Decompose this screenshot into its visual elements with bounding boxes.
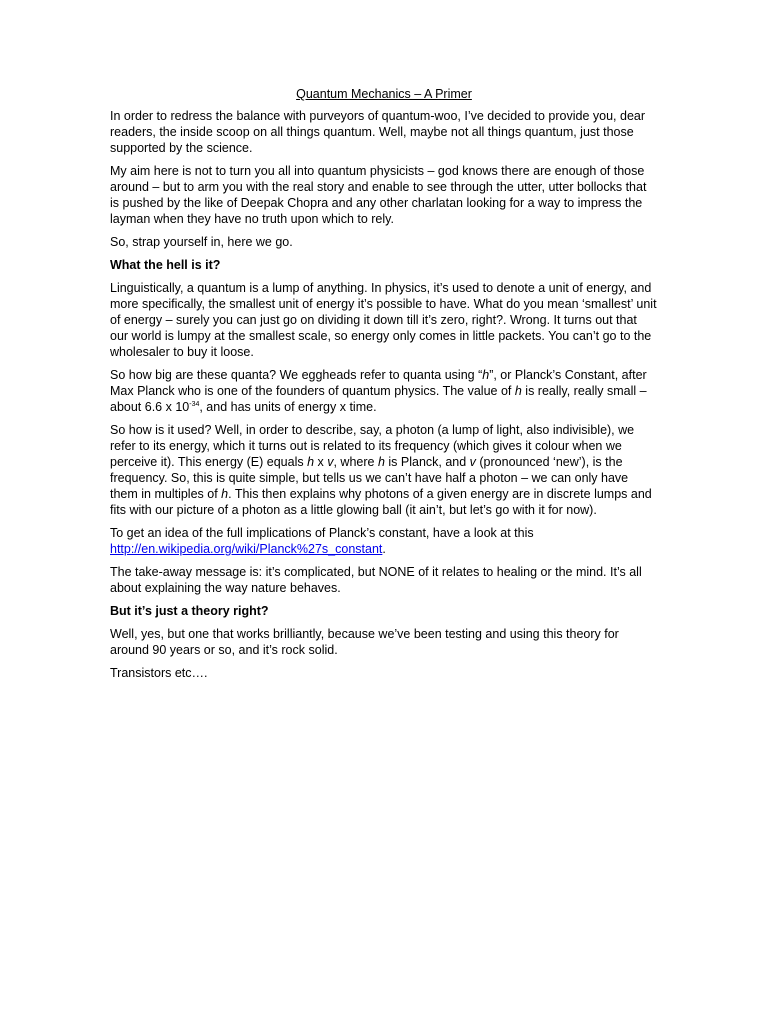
text-run: So how is it used? Well, in order to describe, say, a photon (a lump of light, also indivisible), we refer to its energy, which it turns out is related to its frequency (which gives it colour when we perceive it). This energy (E) equals xyxy=(110,423,635,469)
text-run: is Planck, and xyxy=(384,455,470,469)
symbol-h: h xyxy=(514,384,522,398)
symbol-v: v xyxy=(469,455,476,469)
paragraph-photon-energy xyxy=(110,422,658,518)
paragraph-linguistics: Linguistically, a quantum is a lump of anything. In physics, it’s used to denote a unit of energy, and more specifically, the smallest unit of energy it’s possible to have. What do you mean ‘smallest’ unit of energy – surely you can just go on dividing it down till it’s zero, right?. Wrong. It turns out that our world is lumpy at the smallest scale, so energy only comes in little packets. You can’t go to the wholesaler to buy it loose. xyxy=(110,281,657,359)
document-title: Quantum Mechanics – A Primer xyxy=(296,87,472,101)
symbol-h: h xyxy=(307,455,315,469)
text-run: is really, really small – about 6.6 x 10 xyxy=(110,384,647,414)
text-run: (pronounced ‘new’), is the frequency. So, this is quite simple, but tells us we can’t have half a photon – we can only have them in multiples of xyxy=(110,455,629,501)
text-run: , where xyxy=(333,455,378,469)
text-run: ”, or Planck’s Constant, after Max Planck who is one of the founders of quantum physics. The value of xyxy=(110,368,647,398)
paragraph-quanta-size xyxy=(110,367,658,415)
wikipedia-link[interactable]: http://en.wikipedia.org/wiki/Planck%27s_constant xyxy=(110,542,383,556)
text-run: , and has units of energy x time. xyxy=(199,400,377,414)
paragraph-strap-in: So, strap yourself in, here we go. xyxy=(110,235,293,249)
paragraph-intro: In order to redress the balance with purveyors of quantum-woo, I’ve decided to provide you, dear readers, the inside scoop on all things quantum. Well, maybe not all things quantum, just those supported by the science. xyxy=(110,109,646,155)
paragraph-take-away: The take-away message is: it’s complicated, but NONE of it relates to healing or the mind. It’s all about explaining the way nature behaves. xyxy=(110,565,642,595)
symbol-h: h xyxy=(221,487,229,501)
text-run: To get an idea of the full implications of Planck’s constant, have a look at this xyxy=(110,526,534,540)
paragraph-theory: Well, yes, but one that works brilliantly, because we’ve been testing and using this theory for around 90 years or so, and it’s rock solid. xyxy=(110,627,619,657)
symbol-v: v xyxy=(327,455,334,469)
paragraph-aim: My aim here is not to turn you all into quantum physicists – god knows there are enough of those around – but to arm you with the real story and enable to see through the utter, utter bollocks that is pushed by the like of Deepak Chopra and any other charlatan looking for a way to impress the layman when they have no truth upon which to rely. xyxy=(110,164,647,226)
text-run: . This then explains why photons of a given energy are in discrete lumps and fits with our picture of a photon as a little glowing ball (it ain’t, but let’s go with it for now). xyxy=(110,487,652,517)
symbol-h: h xyxy=(377,455,385,469)
symbol-h: h xyxy=(482,368,490,382)
paragraph-planck-link xyxy=(110,525,658,557)
paragraph-transistors: Transistors etc…. xyxy=(110,666,208,680)
text-run: x xyxy=(314,455,328,469)
text-run: So how big are these quanta? We eggheads refer to quanta using “ xyxy=(110,368,483,382)
exponent: -34 xyxy=(189,401,200,408)
section-heading-just-a-theory: But it’s just a theory right? xyxy=(110,604,269,618)
section-heading-what-is-it: What the hell is it? xyxy=(110,258,221,272)
text-run: . xyxy=(382,542,386,556)
document-page xyxy=(110,86,658,688)
